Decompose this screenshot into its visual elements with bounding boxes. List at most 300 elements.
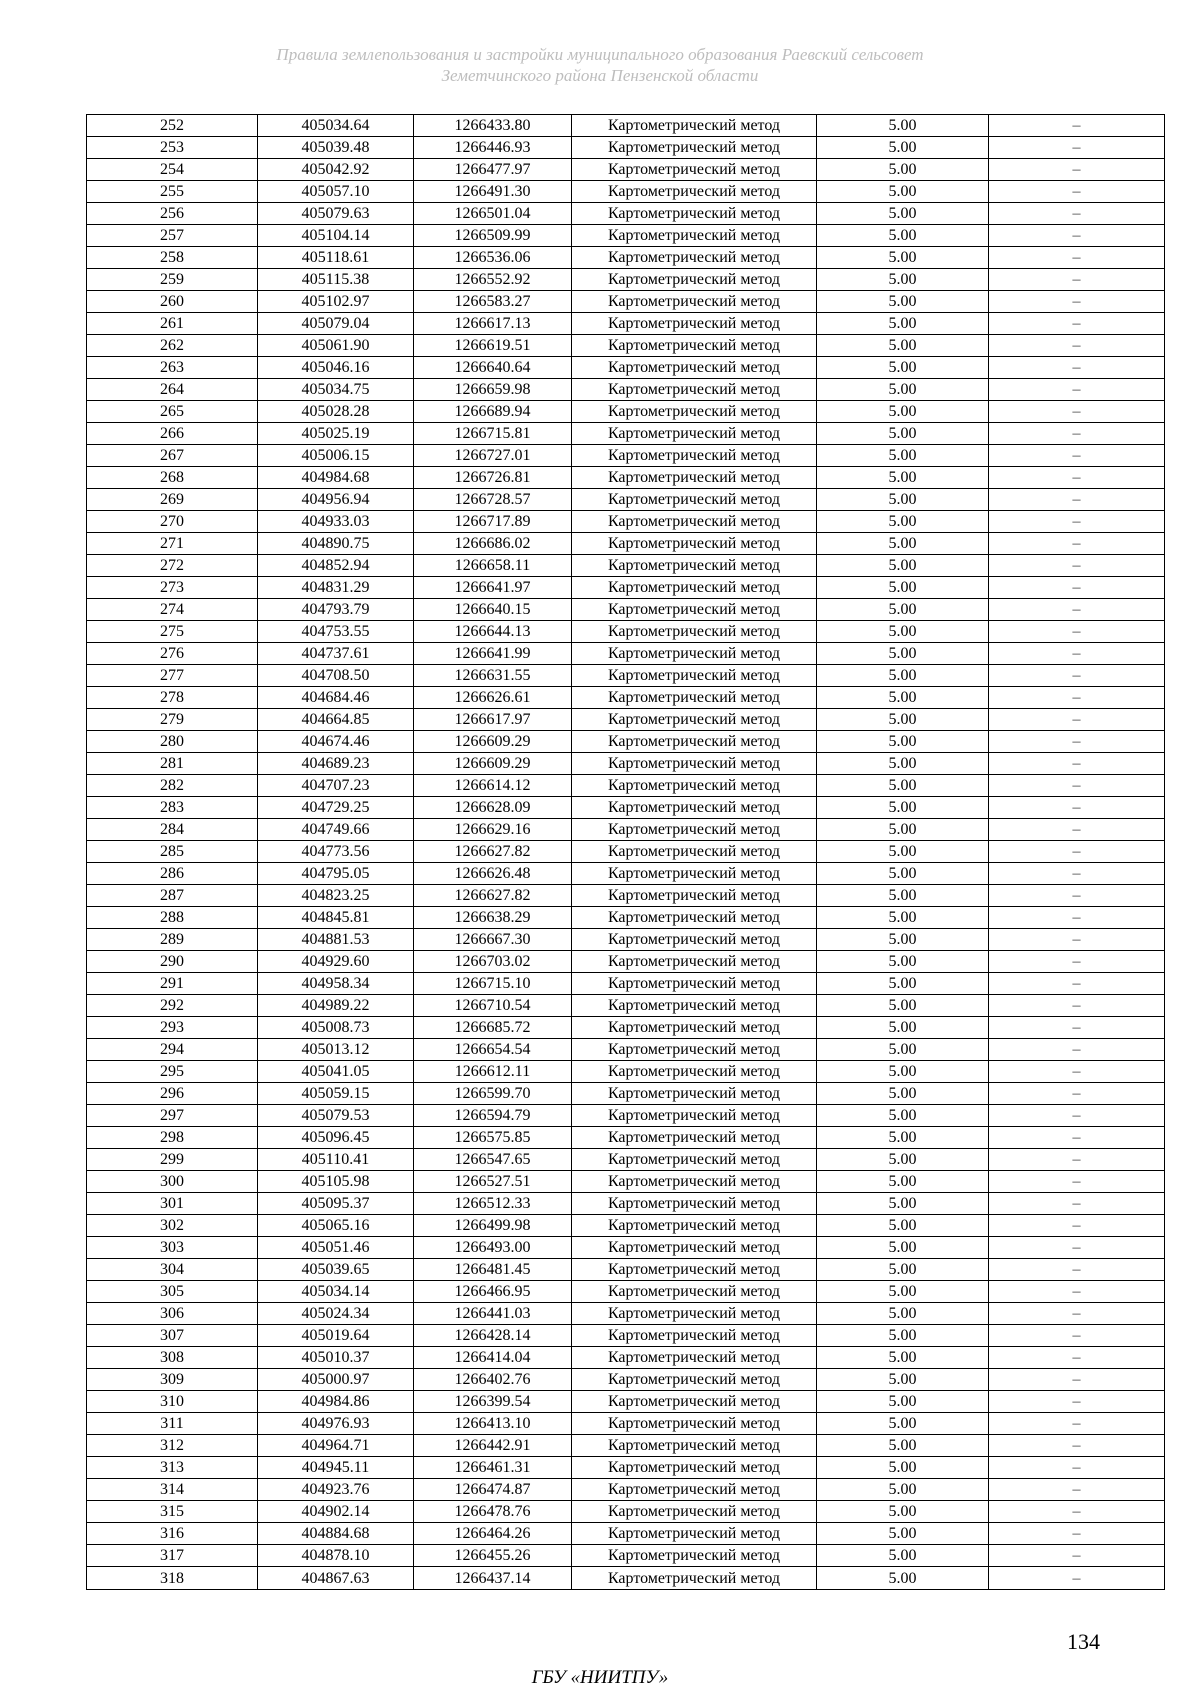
y-coordinate-cell: 1266641.99 (414, 643, 572, 665)
y-coordinate-cell: 1266715.10 (414, 973, 572, 995)
x-coordinate-cell: 404749.66 (258, 819, 414, 841)
table-row (87, 1127, 1165, 1149)
method-cell: Картометрический метод (572, 1281, 817, 1303)
method-cell: Картометрический метод (572, 181, 817, 203)
note-cell: – (989, 1391, 1165, 1413)
table-row (87, 797, 1165, 819)
table-row (87, 1061, 1165, 1083)
table-row (87, 1523, 1165, 1545)
point-number-cell: 294 (87, 1039, 258, 1061)
method-cell: Картометрический метод (572, 313, 817, 335)
x-coordinate-cell: 404689.23 (258, 753, 414, 775)
method-cell: Картометрический метод (572, 841, 817, 863)
accuracy-cell: 5.00 (817, 797, 989, 819)
y-coordinate-cell: 1266644.13 (414, 621, 572, 643)
note-cell: – (989, 1193, 1165, 1215)
accuracy-cell: 5.00 (817, 533, 989, 555)
method-cell: Картометрический метод (572, 203, 817, 225)
y-coordinate-cell: 1266617.13 (414, 313, 572, 335)
method-cell: Картометрический метод (572, 401, 817, 423)
y-coordinate-cell: 1266727.01 (414, 445, 572, 467)
note-cell: – (989, 269, 1165, 291)
point-number-cell: 281 (87, 753, 258, 775)
y-coordinate-cell: 1266552.92 (414, 269, 572, 291)
y-coordinate-cell: 1266402.76 (414, 1369, 572, 1391)
method-cell: Картометрический метод (572, 665, 817, 687)
point-number-cell: 252 (87, 115, 258, 137)
accuracy-cell: 5.00 (817, 973, 989, 995)
y-coordinate-cell: 1266685.72 (414, 1017, 572, 1039)
point-number-cell: 295 (87, 1061, 258, 1083)
y-coordinate-cell: 1266464.26 (414, 1523, 572, 1545)
running-header (0, 44, 1200, 86)
point-number-cell: 275 (87, 621, 258, 643)
note-cell: – (989, 533, 1165, 555)
x-coordinate-cell: 405025.19 (258, 423, 414, 445)
y-coordinate-cell: 1266728.57 (414, 489, 572, 511)
note-cell: – (989, 1039, 1165, 1061)
x-coordinate-cell: 405051.46 (258, 1237, 414, 1259)
method-cell: Картометрический метод (572, 1061, 817, 1083)
y-coordinate-cell: 1266614.12 (414, 775, 572, 797)
accuracy-cell: 5.00 (817, 841, 989, 863)
y-coordinate-cell: 1266654.54 (414, 1039, 572, 1061)
table-row (87, 1325, 1165, 1347)
table-row (87, 1215, 1165, 1237)
point-number-cell: 268 (87, 467, 258, 489)
method-cell: Картометрический метод (572, 687, 817, 709)
table-row (87, 731, 1165, 753)
method-cell: Картометрический метод (572, 357, 817, 379)
y-coordinate-cell: 1266493.00 (414, 1237, 572, 1259)
point-number-cell: 256 (87, 203, 258, 225)
note-cell: – (989, 1325, 1165, 1347)
method-cell: Картометрический метод (572, 1171, 817, 1193)
x-coordinate-cell: 405118.61 (258, 247, 414, 269)
point-number-cell: 260 (87, 291, 258, 313)
accuracy-cell: 5.00 (817, 423, 989, 445)
point-number-cell: 285 (87, 841, 258, 863)
table-row (87, 269, 1165, 291)
x-coordinate-cell: 405041.05 (258, 1061, 414, 1083)
method-cell: Картометрический метод (572, 1545, 817, 1567)
method-cell: Картометрический метод (572, 1369, 817, 1391)
y-coordinate-cell: 1266640.15 (414, 599, 572, 621)
accuracy-cell: 5.00 (817, 709, 989, 731)
accuracy-cell: 5.00 (817, 1545, 989, 1567)
note-cell: – (989, 511, 1165, 533)
y-coordinate-cell: 1266612.11 (414, 1061, 572, 1083)
point-number-cell: 293 (87, 1017, 258, 1039)
x-coordinate-cell: 405110.41 (258, 1149, 414, 1171)
accuracy-cell: 5.00 (817, 1501, 989, 1523)
accuracy-cell: 5.00 (817, 863, 989, 885)
method-cell: Картометрический метод (572, 621, 817, 643)
y-coordinate-cell: 1266628.09 (414, 797, 572, 819)
method-cell: Картометрический метод (572, 1325, 817, 1347)
x-coordinate-cell: 405039.65 (258, 1259, 414, 1281)
note-cell: – (989, 775, 1165, 797)
table-row (87, 335, 1165, 357)
table-row (87, 1545, 1165, 1567)
accuracy-cell: 5.00 (817, 291, 989, 313)
accuracy-cell: 5.00 (817, 203, 989, 225)
point-number-cell: 289 (87, 929, 258, 951)
accuracy-cell: 5.00 (817, 1193, 989, 1215)
point-number-cell: 280 (87, 731, 258, 753)
accuracy-cell: 5.00 (817, 357, 989, 379)
y-coordinate-cell: 1266689.94 (414, 401, 572, 423)
point-number-cell: 290 (87, 951, 258, 973)
x-coordinate-cell: 404902.14 (258, 1501, 414, 1523)
point-number-cell: 262 (87, 335, 258, 357)
method-cell: Картометрический метод (572, 1523, 817, 1545)
note-cell: – (989, 709, 1165, 731)
y-coordinate-cell: 1266717.89 (414, 511, 572, 533)
note-cell: – (989, 1369, 1165, 1391)
x-coordinate-cell: 404964.71 (258, 1435, 414, 1457)
point-number-cell: 270 (87, 511, 258, 533)
method-cell: Картометрический метод (572, 1017, 817, 1039)
table-row (87, 577, 1165, 599)
y-coordinate-cell: 1266575.85 (414, 1127, 572, 1149)
point-number-cell: 279 (87, 709, 258, 731)
y-coordinate-cell: 1266455.26 (414, 1545, 572, 1567)
point-number-cell: 276 (87, 643, 258, 665)
y-coordinate-cell: 1266509.99 (414, 225, 572, 247)
accuracy-cell: 5.00 (817, 511, 989, 533)
x-coordinate-cell: 405115.38 (258, 269, 414, 291)
note-cell: – (989, 1303, 1165, 1325)
note-cell: – (989, 731, 1165, 753)
x-coordinate-cell: 405034.14 (258, 1281, 414, 1303)
method-cell: Картометрический метод (572, 907, 817, 929)
table-row (87, 863, 1165, 885)
accuracy-cell: 5.00 (817, 753, 989, 775)
table-row (87, 1567, 1165, 1590)
accuracy-cell: 5.00 (817, 885, 989, 907)
accuracy-cell: 5.00 (817, 445, 989, 467)
accuracy-cell: 5.00 (817, 137, 989, 159)
table-row (87, 203, 1165, 225)
note-cell: – (989, 621, 1165, 643)
x-coordinate-cell: 404867.63 (258, 1567, 414, 1590)
note-cell: – (989, 1435, 1165, 1457)
method-cell: Картометрический метод (572, 577, 817, 599)
accuracy-cell: 5.00 (817, 401, 989, 423)
method-cell: Картометрический метод (572, 423, 817, 445)
accuracy-cell: 5.00 (817, 1413, 989, 1435)
coordinates-table-body (87, 115, 1165, 1590)
method-cell: Картометрический метод (572, 1567, 817, 1590)
note-cell: – (989, 665, 1165, 687)
y-coordinate-cell: 1266667.30 (414, 929, 572, 951)
note-cell: – (989, 1061, 1165, 1083)
note-cell: – (989, 137, 1165, 159)
y-coordinate-cell: 1266501.04 (414, 203, 572, 225)
accuracy-cell: 5.00 (817, 1523, 989, 1545)
accuracy-cell: 5.00 (817, 1237, 989, 1259)
x-coordinate-cell: 405061.90 (258, 335, 414, 357)
method-cell: Картометрический метод (572, 1193, 817, 1215)
note-cell: – (989, 555, 1165, 577)
table-row (87, 753, 1165, 775)
x-coordinate-cell: 405079.53 (258, 1105, 414, 1127)
x-coordinate-cell: 404989.22 (258, 995, 414, 1017)
x-coordinate-cell: 405039.48 (258, 137, 414, 159)
table-row (87, 709, 1165, 731)
table-row (87, 621, 1165, 643)
y-coordinate-cell: 1266626.48 (414, 863, 572, 885)
point-number-cell: 301 (87, 1193, 258, 1215)
y-coordinate-cell: 1266527.51 (414, 1171, 572, 1193)
accuracy-cell: 5.00 (817, 1325, 989, 1347)
note-cell: – (989, 841, 1165, 863)
note-cell: – (989, 1347, 1165, 1369)
accuracy-cell: 5.00 (817, 1083, 989, 1105)
accuracy-cell: 5.00 (817, 1479, 989, 1501)
accuracy-cell: 5.00 (817, 1127, 989, 1149)
y-coordinate-cell: 1266461.31 (414, 1457, 572, 1479)
x-coordinate-cell: 405028.28 (258, 401, 414, 423)
point-number-cell: 267 (87, 445, 258, 467)
accuracy-cell: 5.00 (817, 599, 989, 621)
x-coordinate-cell: 404852.94 (258, 555, 414, 577)
note-cell: – (989, 1479, 1165, 1501)
x-coordinate-cell: 404881.53 (258, 929, 414, 951)
accuracy-cell: 5.00 (817, 1215, 989, 1237)
y-coordinate-cell: 1266626.61 (414, 687, 572, 709)
method-cell: Картометрический метод (572, 115, 817, 137)
point-number-cell: 278 (87, 687, 258, 709)
point-number-cell: 287 (87, 885, 258, 907)
point-number-cell: 284 (87, 819, 258, 841)
x-coordinate-cell: 405105.98 (258, 1171, 414, 1193)
x-coordinate-cell: 404956.94 (258, 489, 414, 511)
note-cell: – (989, 1105, 1165, 1127)
note-cell: – (989, 885, 1165, 907)
table-row (87, 929, 1165, 951)
note-cell: – (989, 357, 1165, 379)
table-row (87, 357, 1165, 379)
y-coordinate-cell: 1266617.97 (414, 709, 572, 731)
x-coordinate-cell: 405079.04 (258, 313, 414, 335)
method-cell: Картометрический метод (572, 489, 817, 511)
accuracy-cell: 5.00 (817, 1061, 989, 1083)
accuracy-cell: 5.00 (817, 995, 989, 1017)
accuracy-cell: 5.00 (817, 1391, 989, 1413)
method-cell: Картометрический метод (572, 137, 817, 159)
note-cell: – (989, 313, 1165, 335)
footer: ГБУ «НИИТПУ» (531, 1667, 669, 1688)
table-row (87, 775, 1165, 797)
accuracy-cell: 5.00 (817, 731, 989, 753)
note-cell: – (989, 401, 1165, 423)
table-row (87, 973, 1165, 995)
note-cell: – (989, 1171, 1165, 1193)
y-coordinate-cell: 1266474.87 (414, 1479, 572, 1501)
method-cell: Картометрический метод (572, 819, 817, 841)
method-cell: Картометрический метод (572, 1149, 817, 1171)
accuracy-cell: 5.00 (817, 1259, 989, 1281)
method-cell: Картометрический метод (572, 159, 817, 181)
point-number-cell: 314 (87, 1479, 258, 1501)
x-coordinate-cell: 405095.37 (258, 1193, 414, 1215)
note-cell: – (989, 423, 1165, 445)
y-coordinate-cell: 1266446.93 (414, 137, 572, 159)
page-number: 134 (1067, 1629, 1100, 1654)
x-coordinate-cell: 404878.10 (258, 1545, 414, 1567)
note-cell: – (989, 247, 1165, 269)
note-cell: – (989, 951, 1165, 973)
y-coordinate-cell: 1266491.30 (414, 181, 572, 203)
y-coordinate-cell: 1266658.11 (414, 555, 572, 577)
method-cell: Картометрический метод (572, 775, 817, 797)
y-coordinate-cell: 1266703.02 (414, 951, 572, 973)
note-cell: – (989, 159, 1165, 181)
note-cell: – (989, 1259, 1165, 1281)
method-cell: Картометрический метод (572, 269, 817, 291)
method-cell: Картометрический метод (572, 1259, 817, 1281)
accuracy-cell: 5.00 (817, 247, 989, 269)
y-coordinate-cell: 1266627.82 (414, 885, 572, 907)
note-cell: – (989, 687, 1165, 709)
point-number-cell: 307 (87, 1325, 258, 1347)
accuracy-cell: 5.00 (817, 1039, 989, 1061)
method-cell: Картометрический метод (572, 1479, 817, 1501)
x-coordinate-cell: 404737.61 (258, 643, 414, 665)
point-number-cell: 298 (87, 1127, 258, 1149)
table-row (87, 115, 1165, 137)
accuracy-cell: 5.00 (817, 555, 989, 577)
x-coordinate-cell: 404823.25 (258, 885, 414, 907)
y-coordinate-cell: 1266641.97 (414, 577, 572, 599)
point-number-cell: 255 (87, 181, 258, 203)
note-cell: – (989, 379, 1165, 401)
table-row (87, 1171, 1165, 1193)
table-row (87, 379, 1165, 401)
x-coordinate-cell: 404773.56 (258, 841, 414, 863)
method-cell: Картометрический метод (572, 731, 817, 753)
table-row (87, 1479, 1165, 1501)
table-row (87, 1391, 1165, 1413)
table-row (87, 1413, 1165, 1435)
note-cell: – (989, 907, 1165, 929)
method-cell: Картометрический метод (572, 291, 817, 313)
point-number-cell: 306 (87, 1303, 258, 1325)
table-row (87, 159, 1165, 181)
x-coordinate-cell: 405096.45 (258, 1127, 414, 1149)
accuracy-cell: 5.00 (817, 467, 989, 489)
method-cell: Картометрический метод (572, 1237, 817, 1259)
y-coordinate-cell: 1266627.82 (414, 841, 572, 863)
y-coordinate-cell: 1266609.29 (414, 731, 572, 753)
y-coordinate-cell: 1266399.54 (414, 1391, 572, 1413)
method-cell: Картометрический метод (572, 885, 817, 907)
note-cell: – (989, 599, 1165, 621)
method-cell: Картометрический метод (572, 1105, 817, 1127)
note-cell: – (989, 445, 1165, 467)
note-cell: – (989, 467, 1165, 489)
point-number-cell: 254 (87, 159, 258, 181)
y-coordinate-cell: 1266640.64 (414, 357, 572, 379)
table-row (87, 1149, 1165, 1171)
accuracy-cell: 5.00 (817, 1567, 989, 1590)
table-row (87, 1193, 1165, 1215)
method-cell: Картометрический метод (572, 1347, 817, 1369)
table-row (87, 1017, 1165, 1039)
y-coordinate-cell: 1266726.81 (414, 467, 572, 489)
note-cell: – (989, 335, 1165, 357)
note-cell: – (989, 1567, 1165, 1590)
y-coordinate-cell: 1266619.51 (414, 335, 572, 357)
table-row (87, 225, 1165, 247)
x-coordinate-cell: 404793.79 (258, 599, 414, 621)
point-number-cell: 282 (87, 775, 258, 797)
accuracy-cell: 5.00 (817, 775, 989, 797)
table-row (87, 511, 1165, 533)
point-number-cell: 300 (87, 1171, 258, 1193)
accuracy-cell: 5.00 (817, 489, 989, 511)
table-row (87, 1347, 1165, 1369)
y-coordinate-cell: 1266594.79 (414, 1105, 572, 1127)
x-coordinate-cell: 405008.73 (258, 1017, 414, 1039)
note-cell: – (989, 1281, 1165, 1303)
header-line-2: Земетчинского района Пензенской области (441, 66, 759, 85)
note-cell: – (989, 1457, 1165, 1479)
note-cell: – (989, 1523, 1165, 1545)
point-number-cell: 313 (87, 1457, 258, 1479)
x-coordinate-cell: 405010.37 (258, 1347, 414, 1369)
x-coordinate-cell: 404976.93 (258, 1413, 414, 1435)
accuracy-cell: 5.00 (817, 379, 989, 401)
y-coordinate-cell: 1266442.91 (414, 1435, 572, 1457)
method-cell: Картометрический метод (572, 1083, 817, 1105)
method-cell: Картометрический метод (572, 1039, 817, 1061)
point-number-cell: 310 (87, 1391, 258, 1413)
table-row (87, 423, 1165, 445)
note-cell: – (989, 973, 1165, 995)
note-cell: – (989, 115, 1165, 137)
accuracy-cell: 5.00 (817, 1149, 989, 1171)
table-row (87, 1457, 1165, 1479)
table-row (87, 489, 1165, 511)
table-row (87, 643, 1165, 665)
method-cell: Картометрический метод (572, 1215, 817, 1237)
point-number-cell: 274 (87, 599, 258, 621)
point-number-cell: 264 (87, 379, 258, 401)
point-number-cell: 312 (87, 1435, 258, 1457)
method-cell: Картометрический метод (572, 1303, 817, 1325)
method-cell: Картометрический метод (572, 863, 817, 885)
note-cell: – (989, 203, 1165, 225)
table-row (87, 665, 1165, 687)
point-number-cell: 259 (87, 269, 258, 291)
x-coordinate-cell: 404831.29 (258, 577, 414, 599)
accuracy-cell: 5.00 (817, 1281, 989, 1303)
note-cell: – (989, 1237, 1165, 1259)
accuracy-cell: 5.00 (817, 1017, 989, 1039)
accuracy-cell: 5.00 (817, 313, 989, 335)
point-number-cell: 266 (87, 423, 258, 445)
accuracy-cell: 5.00 (817, 1435, 989, 1457)
y-coordinate-cell: 1266441.03 (414, 1303, 572, 1325)
accuracy-cell: 5.00 (817, 225, 989, 247)
note-cell: – (989, 1413, 1165, 1435)
point-number-cell: 269 (87, 489, 258, 511)
method-cell: Картометрический метод (572, 445, 817, 467)
point-number-cell: 302 (87, 1215, 258, 1237)
